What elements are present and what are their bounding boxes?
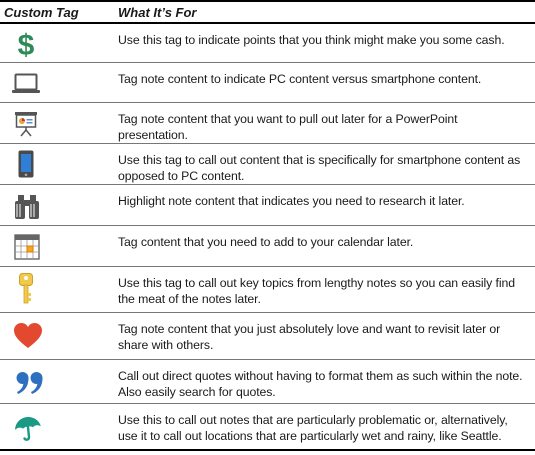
table-row [0, 404, 535, 451]
row-description: Use this tag to call out content that is specifically for smartphone content as opposed to PC content. [118, 153, 521, 183]
binoculars-icon [13, 194, 41, 220]
row-description: Highlight note content that indicates you need to research it later. [118, 194, 465, 208]
table-header [0, 0, 535, 24]
svg-text:$: $ [17, 29, 35, 59]
row-description: Use this tag to indicate points that you think might make you some cash. [118, 33, 505, 47]
row-description: Tag note content that you want to pull out later for a PowerPoint presentation. [118, 112, 458, 142]
smartphone-icon [18, 150, 34, 178]
row-description: Tag note content to indicate PC content versus smartphone content. [118, 72, 482, 86]
row-description: Call out direct quotes without having to format them as such within the note. Also easily search for quotes. [118, 369, 523, 399]
table-row [0, 360, 535, 404]
table-row [0, 226, 535, 267]
table-row [0, 185, 535, 226]
table-row [0, 313, 535, 360]
column-header-custom-tag: Custom Tag [4, 5, 79, 20]
presentation-board-icon [14, 111, 38, 137]
table-row [0, 24, 535, 63]
umbrella-icon [13, 416, 43, 442]
row-description: Tag content that you need to add to your calendar later. [118, 235, 414, 249]
quote-marks-icon [16, 371, 44, 395]
column-header-what-its-for: What It’s For [118, 5, 197, 20]
laptop-icon [12, 73, 40, 95]
row-description: Use this tag to call out key topics from lengthy notes so you can easily find the meat of the notes later. [118, 276, 515, 306]
key-icon [19, 273, 33, 305]
table-row [0, 63, 535, 103]
row-description: Use this to call out notes that are particularly problematic or, alternatively, use it to call out locations that are particularly wet and rainy, like Seattle. [118, 413, 508, 443]
heart-icon [14, 323, 42, 349]
table-row [0, 267, 535, 313]
row-description: Tag note content that you just absolutely love and want to revisit later or share with others. [118, 322, 501, 352]
calendar-icon [14, 234, 40, 260]
table-row [0, 103, 535, 144]
table-row [0, 144, 535, 185]
dollar-sign-icon [17, 29, 35, 59]
